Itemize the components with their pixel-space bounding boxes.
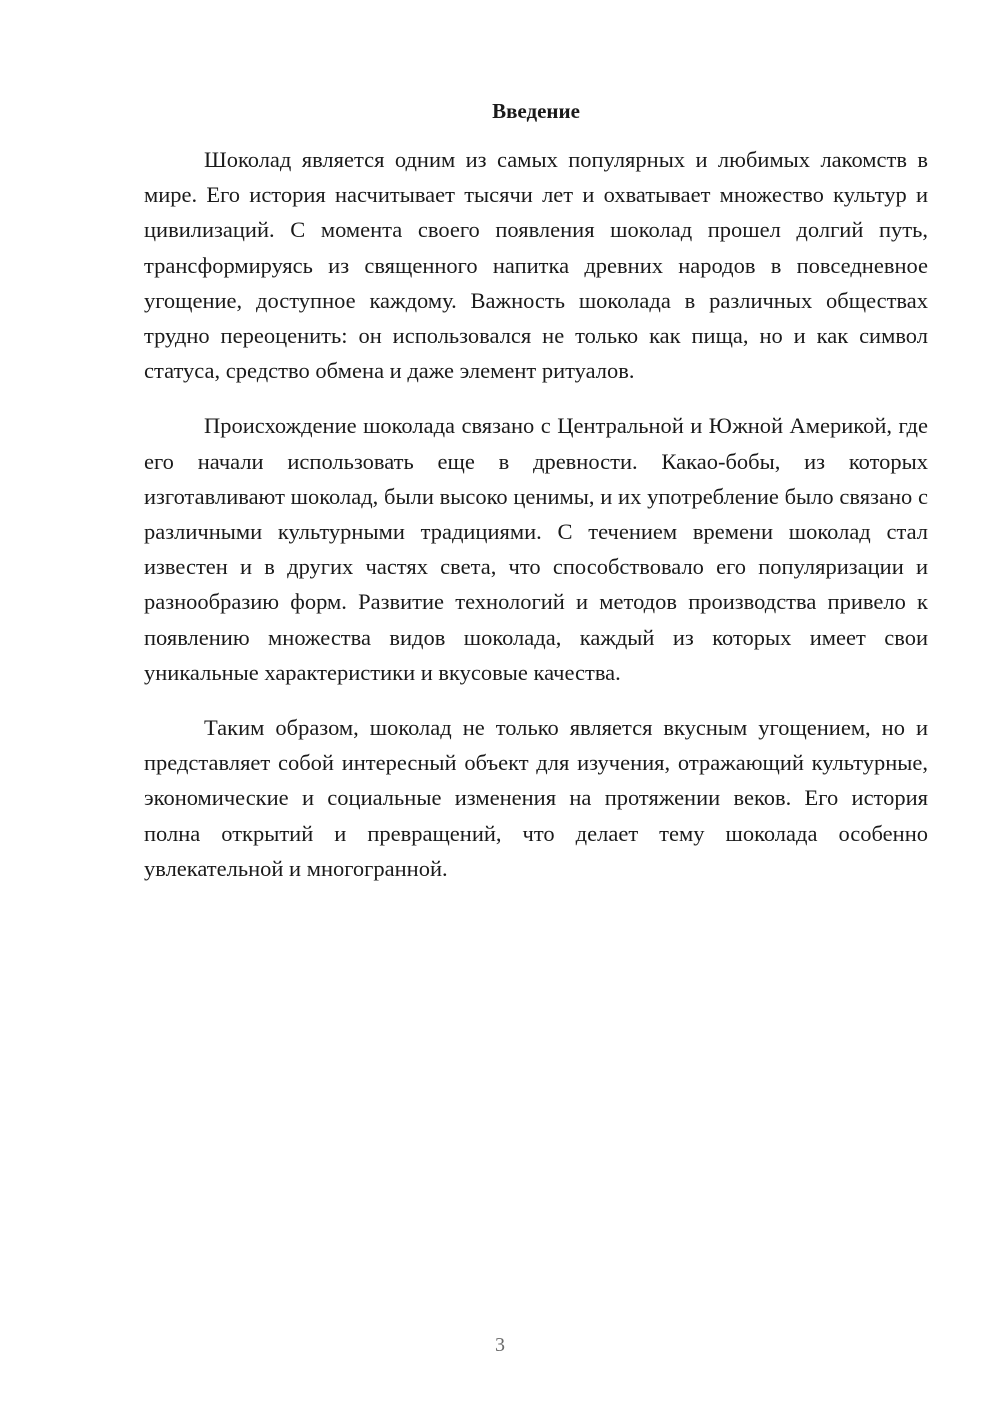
page-number: 3 (495, 1334, 505, 1356)
paragraph-1: Шоколад является одним из самых популярных и любимых лакомств в мире. Его история насчитывает тысячи лет и охватывает множество культур и цивилизаций. С момента своего появления шоколад прошел долгий путь, трансформируясь из священного напитка древних народов в повседневное угощение, доступное каждому. Важность шоколада в различных обществах трудно переоценить: он использовался не только как пища, но и как символ статуса, средство обмена и даже элемент ритуалов. (144, 147, 928, 384)
section-title: Введение (492, 99, 580, 123)
page-content (144, 96, 928, 906)
paragraph-3: Таким образом, шоколад не только является вкусным угощением, но и представляет собой интересный объект для изучения, отражающий культурные, экономические и социальные изменения на протяжении веков. Его история полна открытий и превращений, что делает тему шоколада особенно увлекательной и многогранной. (144, 715, 928, 881)
paragraph-2: Происхождение шоколада связано с Центральной и Южной Америкой, где его начали использовать еще в древности. Какао-бобы, из которых изготавливают шоколад, были высоко ценимы, и их употребление было связано с различными культурными традициями. С течением времени шоколад стал известен и в других частях света, что способствовало его популяризации и разнообразию форм. Развитие технологий и методов производства привело к появлению множества видов шоколада, каждый из которых имеет свои уникальные характеристики и вкусовые качества. (144, 413, 928, 685)
